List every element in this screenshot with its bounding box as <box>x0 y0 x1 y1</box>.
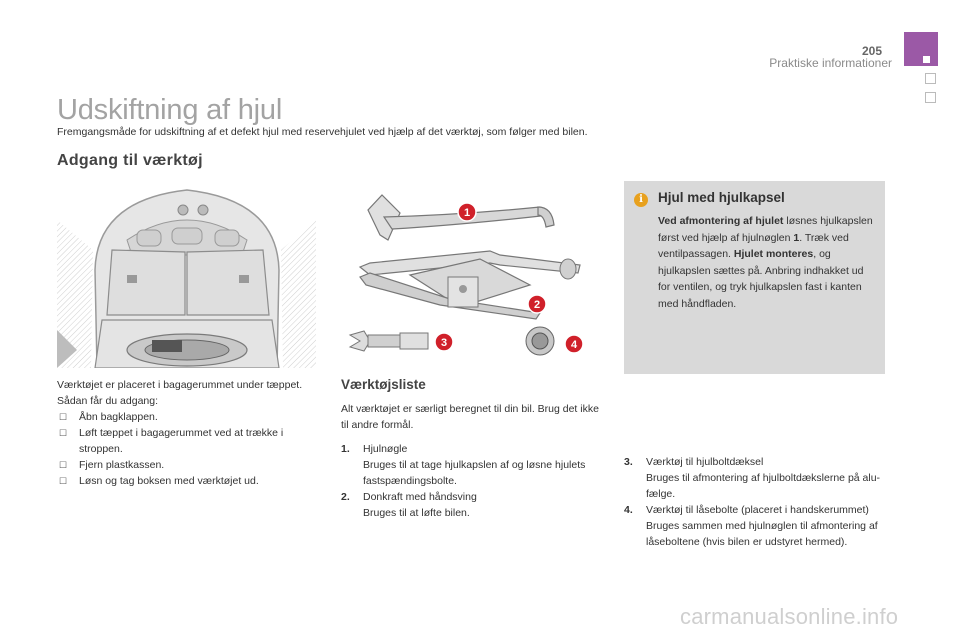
info-box <box>624 181 885 374</box>
tools-illustration <box>340 185 610 370</box>
callout-4-label: 4 <box>570 339 578 351</box>
list-item: ☐ Åbn bagklappen. <box>59 411 158 423</box>
tool-desc: Bruges til at tage hjulkapslen af og løsne hjulets fastspændingsbolte. <box>363 459 586 487</box>
bolt-cap-tool <box>350 331 428 351</box>
tool-name: Værktøj til hjulboltdæksel <box>646 456 764 468</box>
list-item: ☐ Løsn og tag boksen med værktøjet ud. <box>59 475 259 487</box>
tool-name: Donkraft med håndsving <box>363 491 477 503</box>
page-subtitle: Fremgangsmåde for udskiftning af et defekt hjul med reservehjulet ved hjælp af det værktøj, som følger med bilen. <box>57 126 588 138</box>
page-number: 205 <box>862 44 883 58</box>
chapter-tab-active[interactable] <box>904 32 938 66</box>
callout-3-label: 3 <box>440 337 448 349</box>
section-heading: Adgang til værktøj <box>57 152 203 169</box>
info-text: Ved afmontering af hjulet løsnes hjulkapslen først ved hjælp af hjulnøglen 1. Træk ved ventilpassagen. Hjulet monteres, og hjulkapslen sættes på. Anbring indhakket ud for ventilen, og tryk hjulkapslen fast i kanten med håndfladen. <box>658 215 873 310</box>
trunk-illustration <box>57 180 316 368</box>
tool-item-3: 3. Værktøj til hjulboltdæksel Bruges til afmontering af hjulboltdækslerne på alu-fælge. <box>624 454 886 502</box>
callout-3 <box>435 333 453 351</box>
tool-desc: Bruges til afmontering af hjulboltdækslerne på alu-fælge. <box>646 472 881 500</box>
callout-2-label: 2 <box>533 299 541 311</box>
callout-4 <box>565 335 583 353</box>
tools-intro: Alt værktøjet er særligt beregnet til din bil. Brug det ikke til andre formål. <box>341 403 599 431</box>
tool-item-4: 4. Værktøj til låsebolte (placeret i handskerummet) Bruges sammen med hjulnøglen til afmontering af låseboltene (hvis bilen er udstyret hermed). <box>624 502 886 550</box>
info-title: Hjul med hjulkapsel <box>658 190 785 205</box>
intro-line-2: Sådan får du adgang: <box>57 395 159 407</box>
callout-2 <box>528 295 546 313</box>
access-steps <box>57 409 319 489</box>
tool-item-1: 1. Hjulnøgle Bruges til at tage hjulkapslen af og løsne hjulets fastspændingsbolte. <box>341 441 603 489</box>
list-item: ☐ Fjern plastkassen. <box>59 459 165 471</box>
checkbox-icon: ☐ <box>59 412 68 422</box>
tool-desc: Bruges til at løfte bilen. <box>363 507 470 519</box>
access-instructions <box>57 377 319 489</box>
section-name: Praktiske informationer <box>769 56 892 70</box>
tool-name: Hjulnøgle <box>363 443 408 455</box>
checkbox-icon: ☐ <box>59 460 68 470</box>
tools-heading: Værktøjsliste <box>341 377 426 392</box>
callout-1-label: 1 <box>463 207 471 219</box>
checkbox-icon: ☐ <box>59 428 68 438</box>
tool-item-2: 2. Donkraft med håndsving Bruges til at løfte bilen. <box>341 489 603 521</box>
chapter-tab-1[interactable] <box>925 73 936 84</box>
locking-bolt-tool <box>526 327 554 355</box>
intro-line-1: Værktøjet er placeret i bagagerummet under tæppet. <box>57 379 303 391</box>
tool-list-left <box>341 441 603 521</box>
watermark: carmanualsonline.info <box>680 604 899 629</box>
tab-marker <box>923 56 930 63</box>
page-title: Udskiftning af hjul <box>57 94 283 126</box>
jack <box>360 251 580 319</box>
tool-desc: Bruges sammen med hjulnøglen til afmontering af låseboltene (hvis bilen er udstyret hermed). <box>646 520 878 548</box>
info-icon: i <box>634 193 648 207</box>
tool-name: Værktøj til låsebolte (placeret i handskerummet) <box>646 504 869 516</box>
tool-list-right <box>624 454 886 550</box>
checkbox-icon: ☐ <box>59 476 68 486</box>
chapter-tab-2[interactable] <box>925 92 936 103</box>
list-item: ☐ Løft tæppet i bagagerummet ved at trække i stroppen. <box>59 427 284 455</box>
callout-1 <box>458 203 476 221</box>
